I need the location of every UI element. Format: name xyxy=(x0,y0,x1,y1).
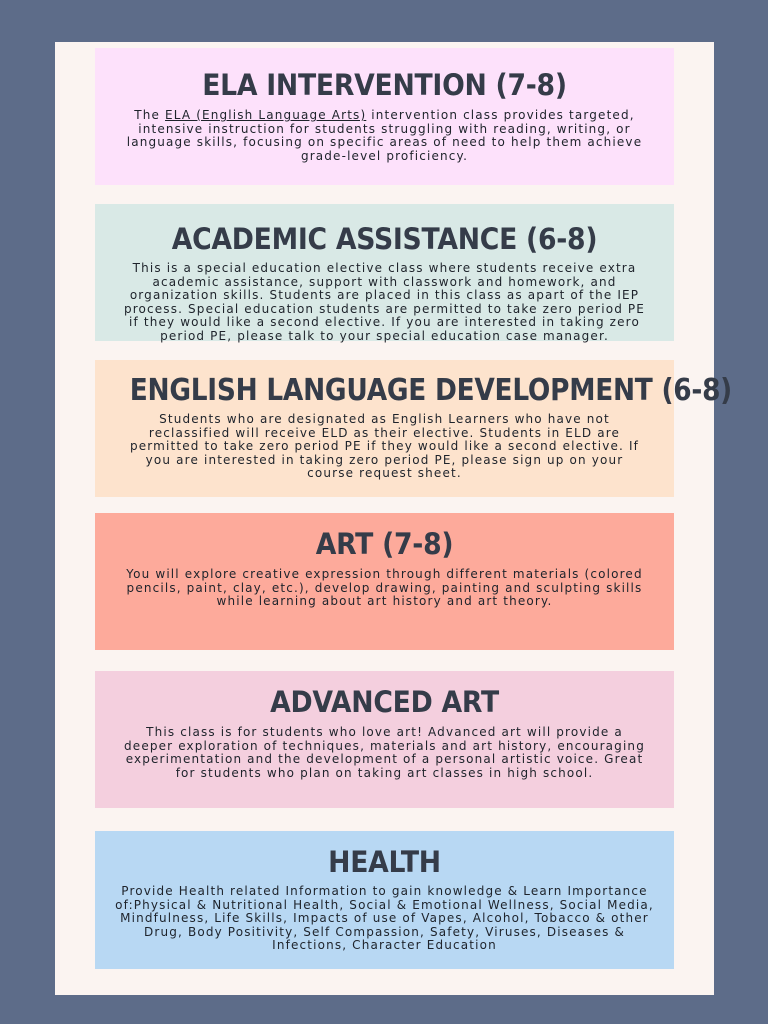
section-title: ADVANCED ART xyxy=(270,685,499,719)
section-ela-intervention xyxy=(95,48,674,185)
section-description-rest: intervention class provides targeted, intensive instruction for students struggling with reading, writing, or language skills, focusing on specific areas of need to help them achieve grade-level proficiency. xyxy=(126,108,643,163)
section-english-language-development xyxy=(95,360,732,497)
section-academic-assistance xyxy=(95,204,674,341)
section-art xyxy=(95,513,674,650)
section-description: This is a special education elective class where students receive extra academic assistance, support with classwork and homework, and organization skills. Students are placed in this class as apart of the IEP process. Special education students are permitted to take zero period PE if they would like a second elective. If you are interested in taking zero period PE, please talk to your special education case manager. xyxy=(123,261,646,343)
section-description: Students who are designated as English Learners who have not reclassified will receive ELD as their elective. Students in ELD are permitted to take zero period PE if they would like a second elective. If you are interested in taking zero period PE, please sign up on your course request sheet. xyxy=(129,412,640,480)
section-title: ART (7-8) xyxy=(315,527,454,561)
section-advanced-art xyxy=(95,671,674,808)
section-health xyxy=(95,831,674,969)
section-title: ELA INTERVENTION (7-8) xyxy=(202,68,567,102)
section-description-prefix: The xyxy=(134,108,166,122)
section-title: HEALTH xyxy=(328,845,441,879)
section-title: ACADEMIC ASSISTANCE (6-8) xyxy=(171,222,598,256)
section-title: ENGLISH LANGUAGE DEVELOPMENT (6-8) xyxy=(129,373,732,408)
section-description xyxy=(125,109,645,163)
section-description: Provide Health related Information to gain knowledge & Learn Importance of:Physical & Nutritional Health, Social & Emotional Wellness, Social Media, Mindfulness, Life Skills, Impacts of use of Vapes, Alcohol, Tobacco & other Drug, Body Positivity, Self Compassion, Safety, Viruses, Diseases & Infections, Character Education xyxy=(115,884,654,952)
section-description: You will explore creative expression through different materials (colored pencils, paint, clay, etc.), develop drawing, painting and sculpting skills while learning about art history and art theory. xyxy=(126,567,643,608)
section-description: This class is for students who love art! Advanced art will provide a deeper exploration of techniques, materials and art history, encouraging experimentation and the development of a personal artistic voice. Great for students who plan on taking art classes in high school. xyxy=(124,725,645,780)
flyer-page xyxy=(55,42,732,995)
ela-definition-link[interactable]: ELA (English Language Arts) xyxy=(165,108,367,122)
